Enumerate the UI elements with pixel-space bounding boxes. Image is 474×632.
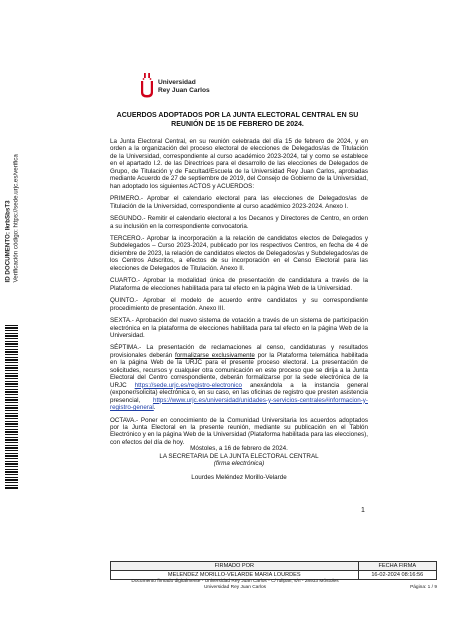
septima-text-d: . bbox=[153, 404, 156, 412]
footer-line-1: Documento firmado digitalmente - Universidad Rey Juan Carlos - C/Tulipan, s/n - 28933 Móstoles bbox=[131, 579, 339, 584]
sign-date-cell: 16-02-2024 08:16:56 bbox=[358, 571, 436, 580]
sede-registro-link[interactable]: https://sede.urjc.es/registro-electronico bbox=[134, 381, 242, 389]
paragraph-cuarto: CUARTO.- Aprobar la modalidad única de presentación de candidatura a través de la Plataforma de elecciones habilitada para tal efecto en la página Web de la Universidad. bbox=[110, 277, 368, 292]
paragraph-segundo: SEGUNDO.- Remitir el calendario electoral a los Decanos y Directores de Centro, en orden a su inclusión en la correspondiente convocatoria. bbox=[110, 215, 368, 230]
university-crest-icon bbox=[140, 73, 154, 99]
document-id: ID DOCUMENTO: lkrbSbsT3 bbox=[4, 200, 12, 283]
paragraph-quinto: QUINTO.- Aprobar el modelo de acuerdo entre candidatos y su correspondiente procedimiento de presentación. Anexo III. bbox=[110, 297, 368, 312]
septima-underlined: formalizarse exclusivamente bbox=[174, 351, 255, 359]
footer-note bbox=[110, 579, 437, 591]
document-title: ACUERDOS ADOPTADOS POR LA JUNTA ELECTORAL CENTRAL EN SU REUNIÓN DE 15 DE FEBRERO DE 2024. bbox=[116, 112, 359, 128]
footer-line-2: Universidad Rey Juan Carlos bbox=[203, 585, 267, 591]
septima-text-c: anexándola a la instancia general (exponer/solicita) electrónica o, en su caso, en las oficinas de registro que presten asistencia presencial, bbox=[110, 381, 368, 404]
logo-line-1: Universidad bbox=[158, 79, 196, 86]
paragraph-intro: La Junta Electoral Central, en su reunión celebrada del día 15 de febrero de 2024, y en orden a la organización del proceso electoral de elecciones de Delegados/as de Titulación de la Universidad, correspondiente al curso académico 2023-2024, tal y como se establece en el apartado I.2. de las Directrices para el desarrollo de las elecciones de Delegados de Grupo, de Titulación y de Facultad/Escuela de la Universidad Rey Juan Carlos, aprobadas mediante Acuerdo de 27 de septiembre de 2019, del Consejo de Gobierno de la Universidad, han adoptado los siguientes ACTOS y ACUERDOS: bbox=[110, 138, 368, 190]
university-name bbox=[158, 79, 210, 94]
verification-text bbox=[5, 53, 20, 283]
paragraph-tercero: TERCERO.- Aprobar la incorporación a la relación de candidatos electos de Delegados y Subdelegados – Curso 2023-2024, publicado por los respectivos Centros, en fecha de 4 de diciembre de 2023, la relación de candidatos electos de Delegados/as y Subdelegados/as de los Centros Adscritos, a efectos de su incorporación en el Censo Electoral para las elecciones de Delegados de Titulación. Anexo II. bbox=[110, 234, 368, 272]
date-header: FECHA FIRMA bbox=[358, 562, 436, 571]
signature-block bbox=[110, 445, 368, 481]
signature-table-header bbox=[111, 562, 437, 571]
registro-general-link[interactable]: https://www.urjc.es/universidad/unidades-y-servicios-centrales#informacion-y-registro-general bbox=[110, 396, 368, 412]
signature-note: (firma electrónica) bbox=[213, 460, 265, 468]
signer-cell: MELENDEZ MORILLO-VELARDE MARIA LOURDES bbox=[111, 571, 359, 580]
paragraph-primero: PRIMERO.- Aprobar el calendario electoral para las elecciones de Delegados/as de Titulación de la Universidad, correspondiente al curso académico 2023-2024. Anexo I. bbox=[110, 195, 368, 210]
septima-text-b: por la Plataforma telemática habilitada en la página Web de la URJC para el presente proceso electoral. La presentación de solicitudes, recursos y cualquier otra comunicación en este proceso que se dirija a la Junta Electoral del Centro correspondiente, deberán formalizarse por la sede electrónica de la URJC bbox=[110, 351, 368, 389]
verification-link[interactable]: Verificación código: https://sede.urjc.es/verifica bbox=[12, 154, 19, 283]
paragraph-septima bbox=[110, 344, 368, 411]
paragraph-octava: OCTAVA.- Poner en conocimiento de la Comunidad Universitaria los acuerdos adoptados por la Junta Electoral en la presente reunión, mediante su publicación en el Tablón Electrónico y en la página Web de la Universidad (Plataforma habilitada para las elecciones), con efectos del día de hoy. bbox=[110, 416, 368, 446]
university-logo bbox=[140, 73, 210, 99]
septima-text-a: SÉPTIMA.- La presentación de reclamaciones al censo, candidaturas y resultados provisionales deberán bbox=[110, 344, 368, 359]
document-body bbox=[110, 138, 368, 451]
paragraph-sexta: SEXTA.- Aprobación del nuevo sistema de votación a través de un sistema de participación electrónica en la plataforma de elecciones habilitada para tal efecto en la página Web de la Universidad. bbox=[110, 317, 368, 339]
barcode bbox=[5, 325, 18, 490]
verification-strip bbox=[0, 120, 28, 450]
place-date: Móstoles, a 16 de febrero de 2024. bbox=[190, 445, 288, 452]
signature-table bbox=[110, 561, 437, 580]
signed-by-header: FIRMADO POR bbox=[111, 562, 359, 571]
signer-org: LA SECRETARIA DE LA JUNTA ELECTORAL CENTRAL bbox=[159, 452, 319, 460]
footer-page: Página: 1 / 9 bbox=[410, 585, 437, 591]
page-number: 1 bbox=[361, 507, 365, 514]
logo-line-2: Rey Juan Carlos bbox=[158, 86, 210, 94]
signer-name: Lourdes Meléndez Morillo-Velarde bbox=[191, 473, 287, 481]
